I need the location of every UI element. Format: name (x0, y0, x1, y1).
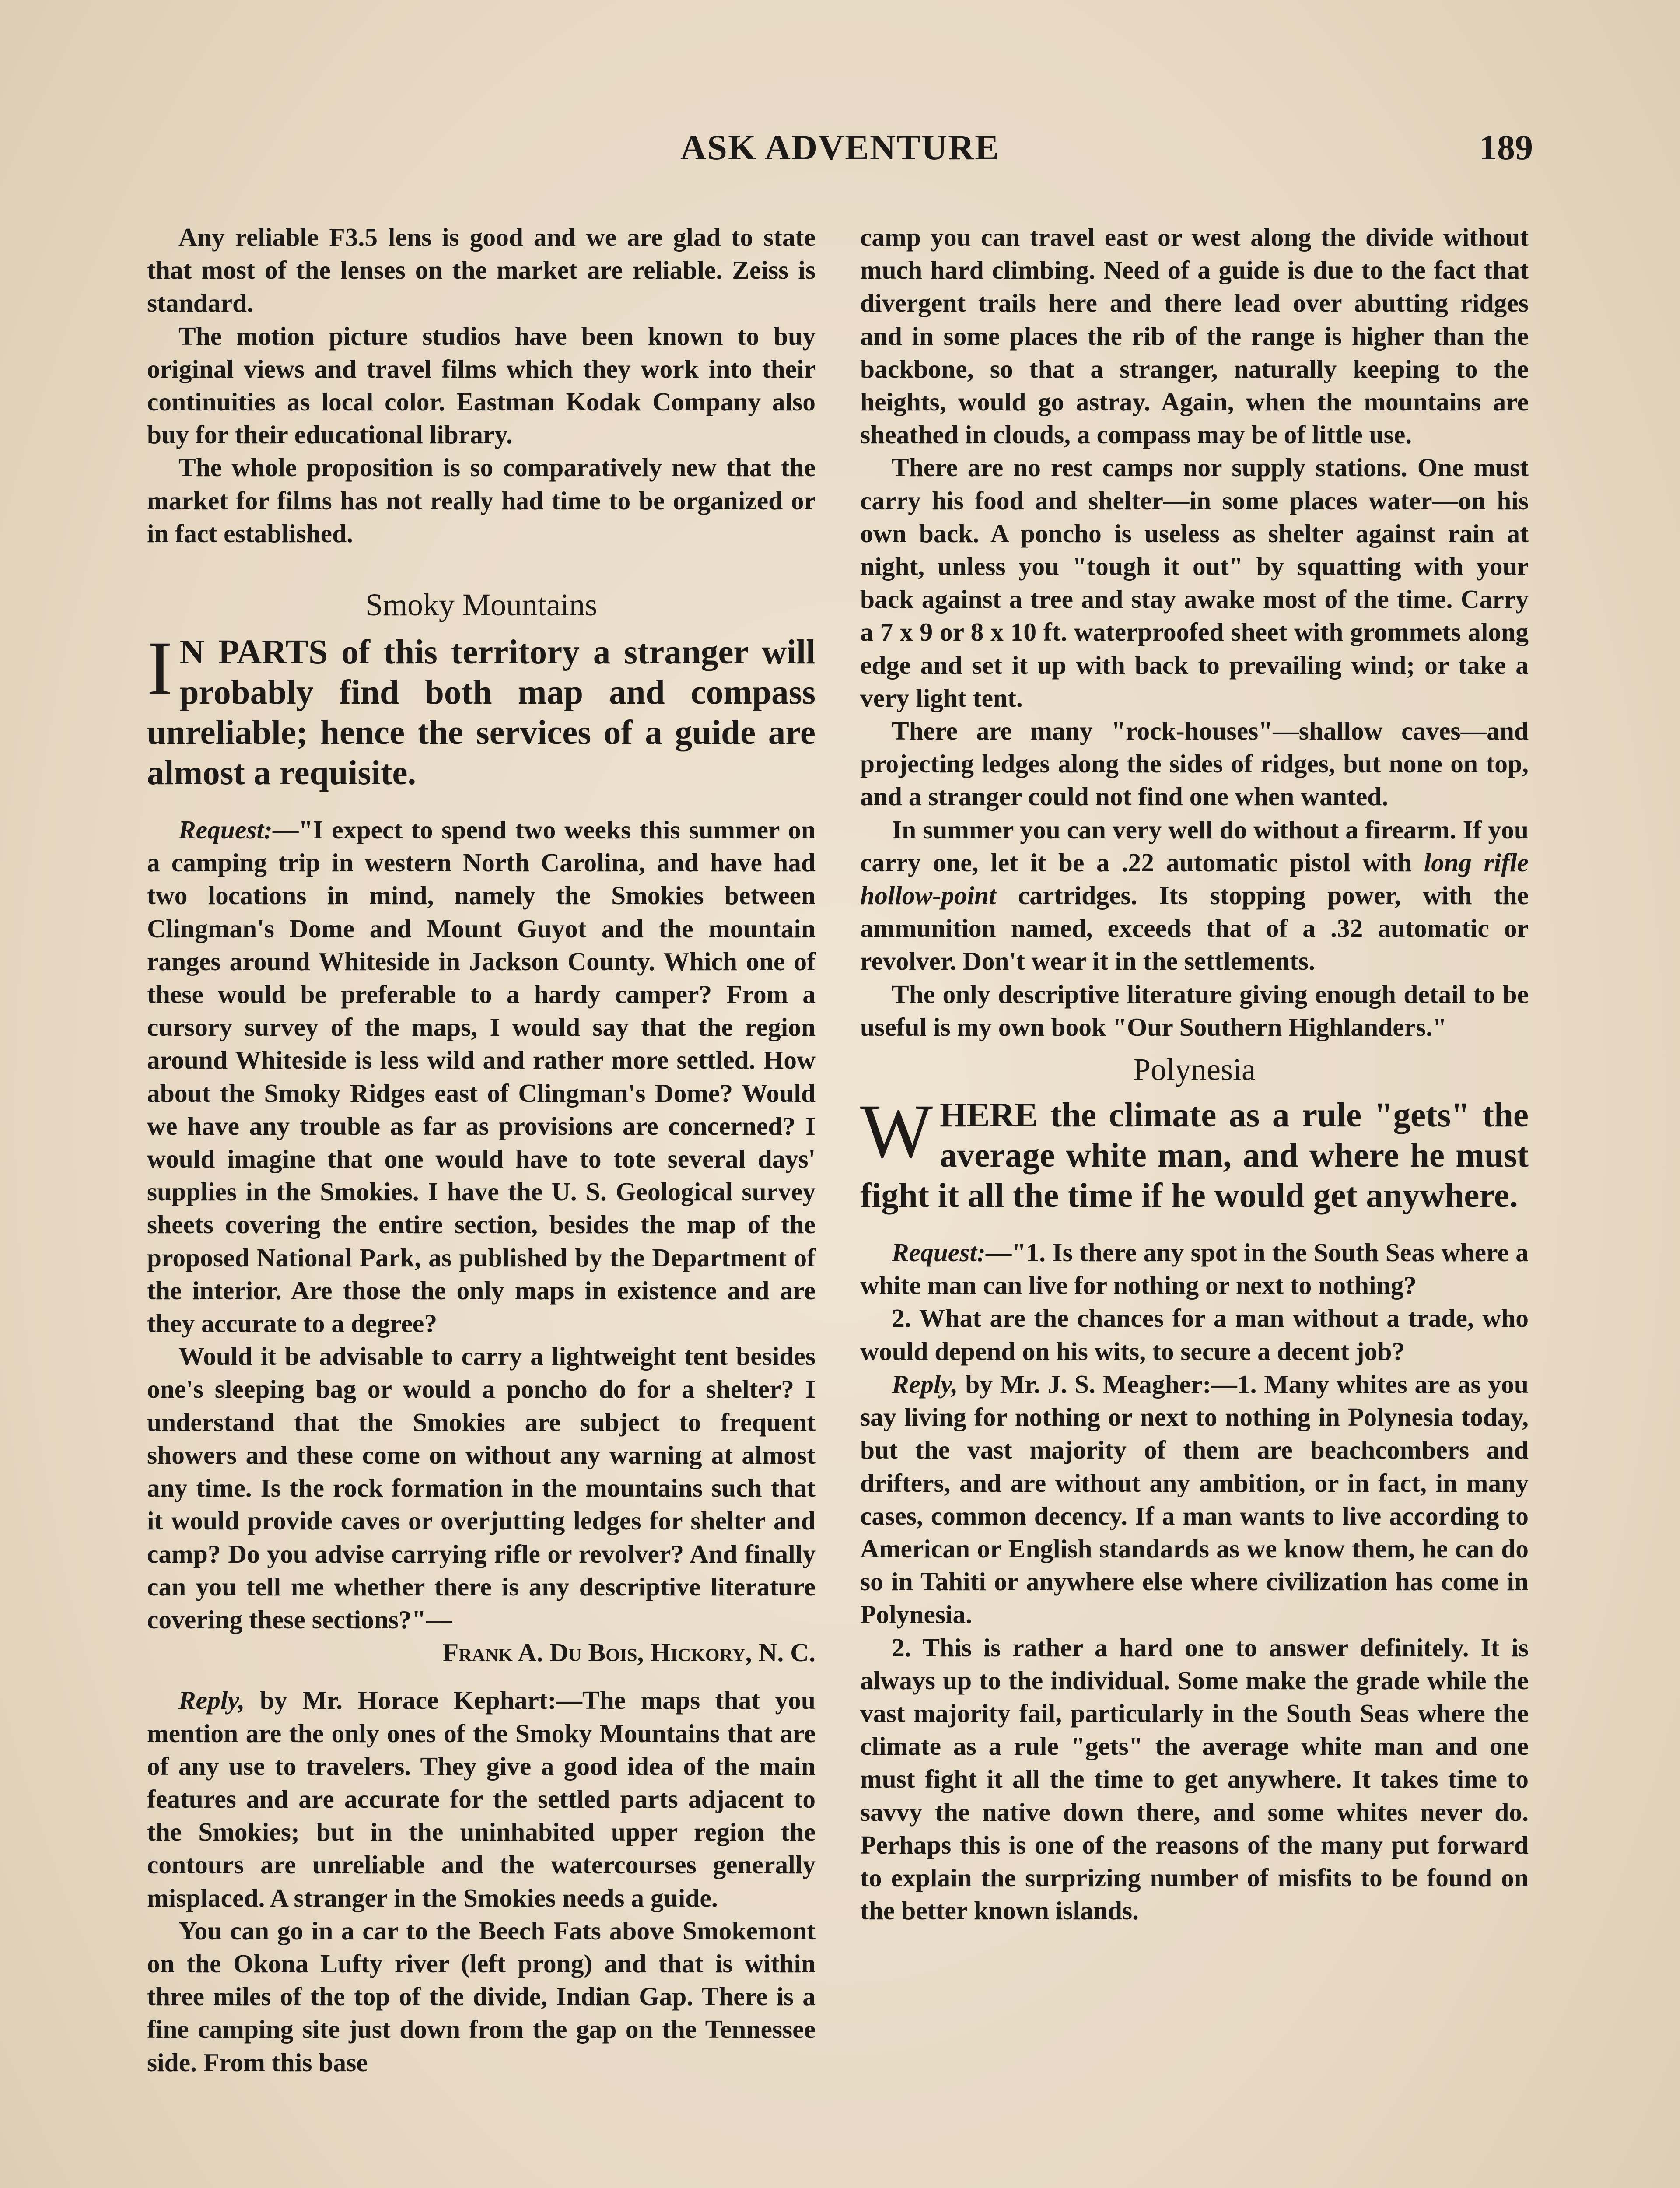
paragraph: There are no rest camps nor supply stations. One must carry his food and shelter—in some places water—on his own back. A poncho is useless as shelter against rain at night, unless you "tough it out" by squatting with your back against a tree and stay awake most of the time. Carry a 7 x 9 or 8 x 10 ft. waterproofed sheet with grommets along edge and set it up with back to prevailing wind; or take a very light tent. (860, 453, 1529, 712)
paragraph: 2. This is rather a hard one to answer definitely. It is always up to the individual. Some make the grade while the vast majority fail, particularly in the South Seas where the climate as a rule "gets" the average white man and one must fight it all the time to get anywhere. It takes time to savvy the native down there, and some whites never do. Perhaps this is one of the reasons of the many put forward to explain the surprizing number of misfits to be found on the better known islands. (860, 1633, 1529, 1925)
paragraph: The only descriptive literature giving enough detail to be useful is my own book "Our Southern Highlanders." (860, 979, 1529, 1041)
paragraph: You can go in a car to the Beech Fats above Smokemont on the Okona Lufty river (left prong) and that is within three miles of the top of the divide, Indian Gap. There is a fine camping site just down from the gap on the Tennessee side. From this base (147, 1916, 816, 2077)
reply-text: by Mr. Horace Kephart:—The maps that you mention are the only ones of the Smoky Mountains that are of any use to travelers. They give a good idea of the main features and are accurate for the settled parts adjacent to the Smokies; but in the uninhabited upper region the contours are unreliable and the watercourses generally misplaced. A stranger in the Smokies needs a guide. (147, 1686, 816, 1912)
drop-cap: W (860, 1089, 933, 1175)
reply-label: Reply, (178, 1686, 245, 1715)
section-heading-smoky-mountains: Smoky Mountains (365, 587, 598, 623)
lead-capword: HERE (940, 1096, 1038, 1135)
text-run: In summer you can very well do without a firearm. If you carry one, let it be a .22 automatic pistol with (860, 815, 1529, 877)
left-column (147, 221, 816, 2079)
page-header (147, 127, 1533, 179)
request-paragraph (860, 1236, 1529, 1302)
lead-text: of this territory a stranger will probably find both map and compass unreliable; hence the services of a guide are almost a requisite. (147, 633, 816, 792)
request-text: —"1. Is there any spot in the South Seas where a white man can live for nothing or next to nothing? (860, 1238, 1529, 1300)
running-head: ASK ADVENTURE (680, 127, 1000, 167)
request-label: Request: (892, 1238, 986, 1267)
page-number: 189 (1479, 127, 1533, 167)
reply-paragraph (147, 1684, 816, 1914)
paragraph: The motion picture studios have been known to buy original views and travel films which they work into their continuities as local color. Eastman Kodak Company also buy for their educational library. (147, 321, 816, 449)
request-paragraph (147, 813, 816, 1340)
request-label: Request: (178, 815, 273, 845)
reply-text: by Mr. J. S. Meagher:—1. Many whites are as you say living for nothing or next to nothing in Polynesia today, but the vast majority of them are beachcombers and drifters, and are without any ambition, or in fact, in many cases, common decency. If a man wants to live according to American or English standards as we know them, he can do so in Tahiti or anywhere else where civilization has come in Polynesia. (860, 1369, 1529, 1629)
lead-capword: N PARTS (179, 633, 328, 672)
paragraph: Any reliable F3.5 lens is good and we are glad to state that most of the lenses on the market are reliable. Zeiss is standard. (147, 223, 816, 318)
text-run: cartridges. Its stopping power, with the ammunition named, exceeds that of a .32 automatic or revolver. Don't wear it in the settlements. (860, 881, 1529, 976)
paragraph: There are many "rock-houses"—shallow caves—and projecting ledges along the sides of ridges, but none on top, and a stranger could not find one when wanted. (860, 716, 1529, 811)
right-column (860, 221, 1529, 1927)
request-text: —"I expect to spend two weeks this summer on a camping trip in western North Carolina, and have had two locations in mind, namely the Smokies between Clingman's Dome and Mount Guyot and the mountain ranges around Whiteside in Jackson County. Which one of these would be preferable to a hardy camper? From a cursory survey of the maps, I would say that the region around Whiteside is less wild and rather more settled. How about the Smoky Ridges east of Clingman's Dome? Would we have any trouble as far as provisions are concerned? I would imagine that one would have to tote several days' supplies in the Smokies. I have the U. S. Geological survey sheets covering the entire section, besides the map of the proposed National Park, as published by the Department of the interior. Are those the only maps in existence and are they accurate to a degree? (147, 815, 816, 1338)
section-lead (860, 1089, 1529, 1216)
paragraph: camp you can travel east or west along the divide without much hard climbing. Need of a guide is due to the fact that divergent trails here and there lead over abutting ridges and in some places the rib of the range is higher than the backbone, so that a stranger, naturally keeping to the heights, would go astray. Again, when the mountains are sheathed in clouds, a compass may be of little use. (860, 223, 1529, 449)
drop-cap: I (147, 626, 173, 712)
section-lead (147, 626, 816, 793)
paragraph: The whole proposition is so comparatively new that the market for films has not really had time to be organized or in fact established. (147, 453, 816, 548)
letter-signature: Frank A. Du Bois, Hickory, N. C. (442, 1638, 816, 1667)
paragraph: Would it be advisable to carry a lightweight tent besides one's sleeping bag or would a poncho do for a shelter? I understand that the Smokies are subject to frequent showers and these come on without any warning at almost any time. Is the rock formation in the mountains such that it would provide caves or overjutting ledges for shelter and camp? Do you advise carrying rifle or revolver? And finally can you tell me whether there is any descriptive literature covering these sections?"— (147, 1342, 816, 1634)
paragraph (860, 813, 1529, 978)
reply-paragraph (860, 1368, 1529, 1631)
reply-label: Reply, (892, 1369, 958, 1399)
paragraph: 2. What are the chances for a man without a trade, who would depend on his wits, to secure a decent job? (860, 1304, 1529, 1366)
italic-run: long rifle hollow-point (860, 848, 1529, 910)
section-heading-polynesia: Polynesia (1133, 1052, 1256, 1087)
lead-text: the climate as a rule "gets" the average white man, and where he must fight it all the time if he would get anywhere. (860, 1096, 1529, 1215)
